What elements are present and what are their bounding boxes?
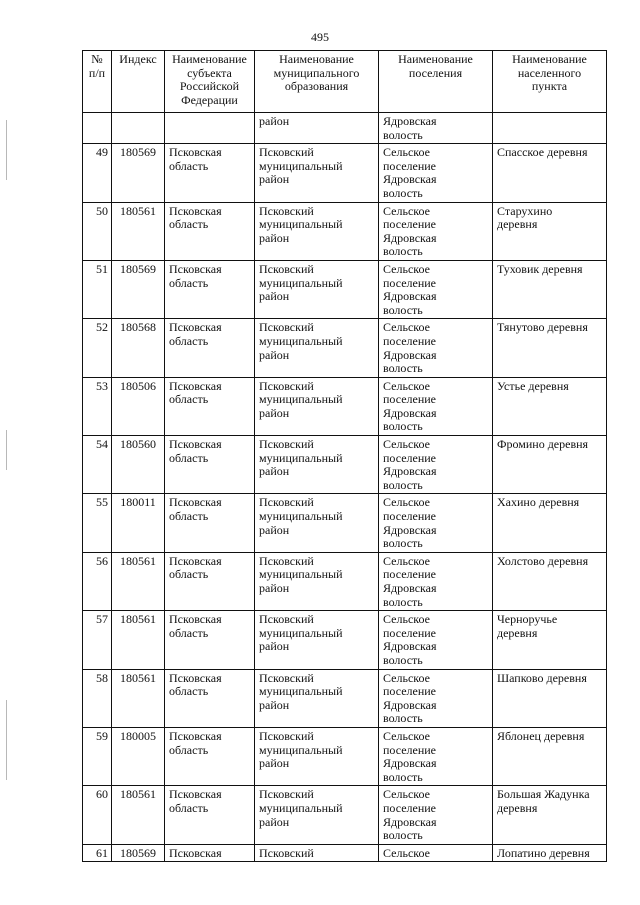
- cell-municipality: Псковский муниципальный район: [255, 319, 379, 377]
- header-subject: Наименование субъекта Российской Федерации: [165, 51, 255, 113]
- cell-index: 180005: [112, 727, 165, 785]
- cell-municipality: Псковский муниципальный район: [255, 727, 379, 785]
- table-row: [83, 202, 607, 260]
- cell-subject: Псковская область: [165, 727, 255, 785]
- table-row: [83, 377, 607, 435]
- cell-locality: Лопатино деревня: [493, 844, 607, 862]
- scan-edge-mark: [6, 700, 7, 780]
- cell-settlement: Сельское поселение Ядровская волость: [379, 144, 493, 202]
- cell-num: 60: [83, 786, 112, 844]
- cell-index: 180560: [112, 436, 165, 494]
- cell-municipality: Псковский муниципальный район: [255, 377, 379, 435]
- table-row: [83, 494, 607, 552]
- cell-municipality: Псковский муниципальный район: [255, 436, 379, 494]
- cell-index: 180561: [112, 611, 165, 669]
- cell-locality: Холстово деревня: [493, 552, 607, 610]
- cell-num: 56: [83, 552, 112, 610]
- cell-locality: Спасское деревня: [493, 144, 607, 202]
- cell-settlement: Сельское поселение Ядровская волость: [379, 319, 493, 377]
- cell-municipality: Псковский муниципальный район: [255, 260, 379, 318]
- cell-locality: Фромино деревня: [493, 436, 607, 494]
- cell-locality: Туховик деревня: [493, 260, 607, 318]
- cell-index: 180561: [112, 202, 165, 260]
- cell-locality: Устье деревня: [493, 377, 607, 435]
- cell-subject: [165, 113, 255, 144]
- cell-settlement: Сельское поселение Ядровская волость: [379, 494, 493, 552]
- cell-subject: Псковская область: [165, 552, 255, 610]
- header-municipality: Наименование муниципального образования: [255, 51, 379, 113]
- cell-locality: [493, 113, 607, 144]
- table-row: [83, 144, 607, 202]
- scan-edge-mark: [6, 430, 7, 470]
- cell-locality: Тянутово деревня: [493, 319, 607, 377]
- header-settlement: Наименование поселения: [379, 51, 493, 113]
- cell-num: 49: [83, 144, 112, 202]
- cell-settlement: Сельское поселение Ядровская волость: [379, 727, 493, 785]
- cell-municipality: район: [255, 113, 379, 144]
- cell-subject: Псковская область: [165, 494, 255, 552]
- cell-num: 53: [83, 377, 112, 435]
- cell-subject: Псковская область: [165, 611, 255, 669]
- cell-municipality: Псковский муниципальный район: [255, 202, 379, 260]
- page-number: 495: [311, 30, 329, 44]
- cell-num: 55: [83, 494, 112, 552]
- cell-municipality: Псковский муниципальный район: [255, 494, 379, 552]
- table-row-last: [83, 844, 607, 862]
- cell-subject: Псковская: [165, 844, 255, 862]
- cell-subject: Псковская область: [165, 436, 255, 494]
- cell-index: 180561: [112, 552, 165, 610]
- header-locality: Наименование населенного пункта: [493, 51, 607, 113]
- cell-settlement: Сельское поселение Ядровская волость: [379, 611, 493, 669]
- cell-subject: Псковская область: [165, 319, 255, 377]
- header-num: № п/п: [83, 51, 112, 113]
- cell-num: 57: [83, 611, 112, 669]
- table-row: [83, 260, 607, 318]
- table-row-continuation: [83, 113, 607, 144]
- cell-municipality: Псковский муниципальный район: [255, 786, 379, 844]
- cell-index: 180569: [112, 260, 165, 318]
- table-row: [83, 669, 607, 727]
- cell-index: 180568: [112, 319, 165, 377]
- cell-num: 50: [83, 202, 112, 260]
- scan-edge-mark: [6, 120, 7, 180]
- cell-settlement: Сельское поселение Ядровская волость: [379, 436, 493, 494]
- table-header-row: [83, 51, 607, 113]
- cell-settlement: Сельское поселение Ядровская волость: [379, 786, 493, 844]
- cell-subject: Псковская область: [165, 786, 255, 844]
- cell-settlement: Сельское поселение Ядровская волость: [379, 552, 493, 610]
- cell-settlement: Сельское поселение Ядровская волость: [379, 260, 493, 318]
- cell-index: 180011: [112, 494, 165, 552]
- cell-index: 180506: [112, 377, 165, 435]
- cell-locality: Яблонец деревня: [493, 727, 607, 785]
- cell-num: 54: [83, 436, 112, 494]
- cell-settlement: Ядровская волость: [379, 113, 493, 144]
- cell-municipality: Псковский муниципальный район: [255, 144, 379, 202]
- cell-num: 59: [83, 727, 112, 785]
- cell-num: 58: [83, 669, 112, 727]
- cell-index: 180561: [112, 786, 165, 844]
- cell-subject: Псковская область: [165, 144, 255, 202]
- cell-settlement: Сельское поселение Ядровская волость: [379, 202, 493, 260]
- localities-table: [82, 50, 607, 862]
- cell-municipality: Псковский муниципальный район: [255, 611, 379, 669]
- cell-subject: Псковская область: [165, 260, 255, 318]
- cell-subject: Псковская область: [165, 669, 255, 727]
- cell-subject: Псковская область: [165, 202, 255, 260]
- header-index: Индекс: [112, 51, 165, 113]
- cell-num: 52: [83, 319, 112, 377]
- cell-subject: Псковская область: [165, 377, 255, 435]
- cell-locality: Старухино деревня: [493, 202, 607, 260]
- cell-municipality: Псковский муниципальный район: [255, 552, 379, 610]
- cell-settlement: Сельское поселение Ядровская волость: [379, 377, 493, 435]
- table-row: [83, 611, 607, 669]
- cell-municipality: Псковский муниципальный район: [255, 669, 379, 727]
- cell-municipality: Псковский: [255, 844, 379, 862]
- cell-locality: Хахино деревня: [493, 494, 607, 552]
- table-row: [83, 552, 607, 610]
- cell-index: 180561: [112, 669, 165, 727]
- cell-num: 51: [83, 260, 112, 318]
- cell-num: [83, 113, 112, 144]
- cell-locality: Большая Жадунка деревня: [493, 786, 607, 844]
- cell-locality: Черноручье деревня: [493, 611, 607, 669]
- table-row: [83, 727, 607, 785]
- cell-locality: Шапково деревня: [493, 669, 607, 727]
- cell-settlement: Сельское: [379, 844, 493, 862]
- cell-index: 180569: [112, 844, 165, 862]
- table-row: [83, 319, 607, 377]
- table-row: [83, 786, 607, 844]
- cell-index: [112, 113, 165, 144]
- cell-num: 61: [83, 844, 112, 862]
- cell-settlement: Сельское поселение Ядровская волость: [379, 669, 493, 727]
- table-row: [83, 436, 607, 494]
- cell-index: 180569: [112, 144, 165, 202]
